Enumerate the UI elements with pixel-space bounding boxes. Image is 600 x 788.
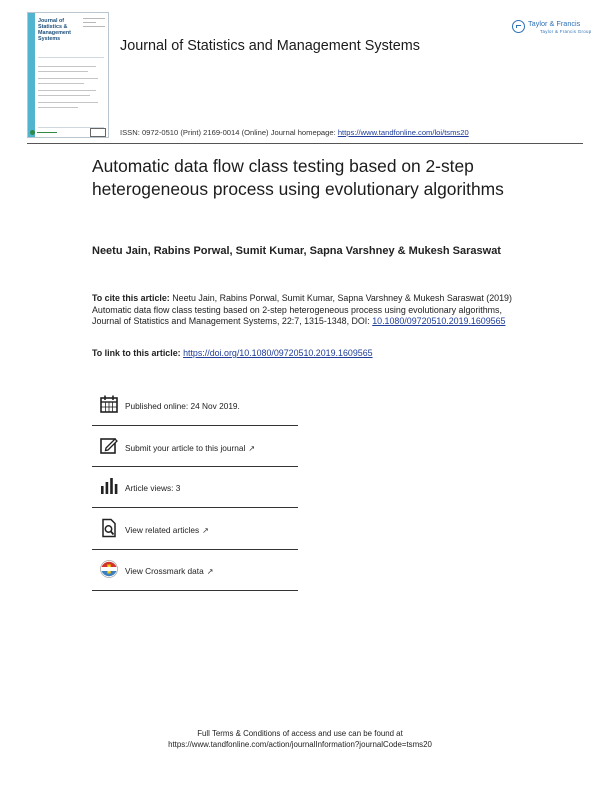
cite-text: Neetu Jain, Rabins Porwal, Sumit Kumar, Sapna Varshney & Mukesh Saraswat (2019) Automatic data flow class testing based on 2-step heterogeneous process using evolutionary algorithms, Journal of Statistics and Management Systems, 22:7, 1315-1348, DOI: — [92, 293, 512, 327]
related-documents-icon — [98, 518, 120, 538]
issn-line — [120, 128, 469, 137]
cover-title: Journal of Statistics & Management Systems — [38, 18, 71, 42]
journal-homepage-link[interactable]: https://www.tandfonline.com/loi/tsms20 — [337, 128, 469, 137]
edit-icon — [98, 436, 120, 456]
published-row — [92, 385, 298, 425]
calendar-icon — [98, 394, 120, 414]
external-link-icon: ↗ — [206, 567, 214, 576]
crossmark-row[interactable] — [92, 550, 298, 590]
article-authors: Neetu Jain, Rabins Porwal, Sumit Kumar, Sapna Varshney & Mukesh Saraswat — [92, 245, 501, 257]
journal-cover-thumbnail — [27, 12, 109, 138]
link-label: To link to this article: — [92, 348, 184, 358]
publisher-logo-name: Taylor & Francis — [528, 19, 581, 28]
info-divider — [92, 425, 298, 426]
article-views: Article views: 3 — [125, 483, 181, 493]
cover-color-band — [28, 13, 35, 137]
crossmark-link[interactable]: View Crossmark data ↗ — [125, 566, 214, 576]
related-articles-link[interactable]: View related articles ↗ — [125, 525, 209, 535]
issn-text: ISSN: 0972-0510 (Print) 2169-0014 (Online) Journal homepage: — [120, 128, 338, 137]
publisher-logo-sub: Taylor & Francis Group — [540, 29, 592, 34]
cover-divider — [38, 57, 104, 58]
external-link-icon: ↗ — [248, 444, 256, 453]
cite-doi-link[interactable]: 10.1080/09720510.2019.1609565 — [372, 316, 506, 327]
taylor-francis-logo-icon — [512, 20, 525, 33]
article-link-line — [92, 348, 524, 358]
cite-label: To cite this article: — [92, 293, 170, 303]
publisher-logo[interactable] — [512, 18, 592, 40]
terms-url[interactable]: https://www.tandfonline.com/action/journalInformation?journalCode=tsms20 — [168, 740, 432, 750]
external-link-icon: ↗ — [202, 526, 209, 535]
info-divider — [92, 507, 298, 508]
info-divider — [92, 590, 298, 591]
citation — [92, 293, 524, 328]
bar-chart-icon — [98, 476, 120, 496]
cover-badge — [90, 128, 106, 137]
cover-publisher-logo — [30, 130, 58, 135]
crossmark-icon — [98, 559, 120, 579]
article-views-row — [92, 467, 298, 507]
terms-text: Full Terms & Conditions of access and use can be found at — [197, 729, 403, 738]
terms-footer — [0, 728, 600, 751]
header-divider — [27, 143, 583, 144]
submit-article-link[interactable]: Submit your article to this journal ↗ — [125, 443, 256, 453]
article-title: Automatic data flow class testing based on 2-step heterogeneous process using evolutionary algorithms — [92, 156, 504, 199]
related-articles-row[interactable] — [92, 509, 298, 549]
article-doi-link[interactable]: https://doi.org/10.1080/09720510.2019.1609565 — [183, 348, 373, 358]
cover-issue-info — [83, 18, 105, 30]
submit-article-row[interactable] — [92, 427, 298, 467]
published-date: Published online: 24 Nov 2019. — [125, 401, 240, 411]
journal-name: Journal of Statistics and Management Systems — [120, 38, 420, 54]
